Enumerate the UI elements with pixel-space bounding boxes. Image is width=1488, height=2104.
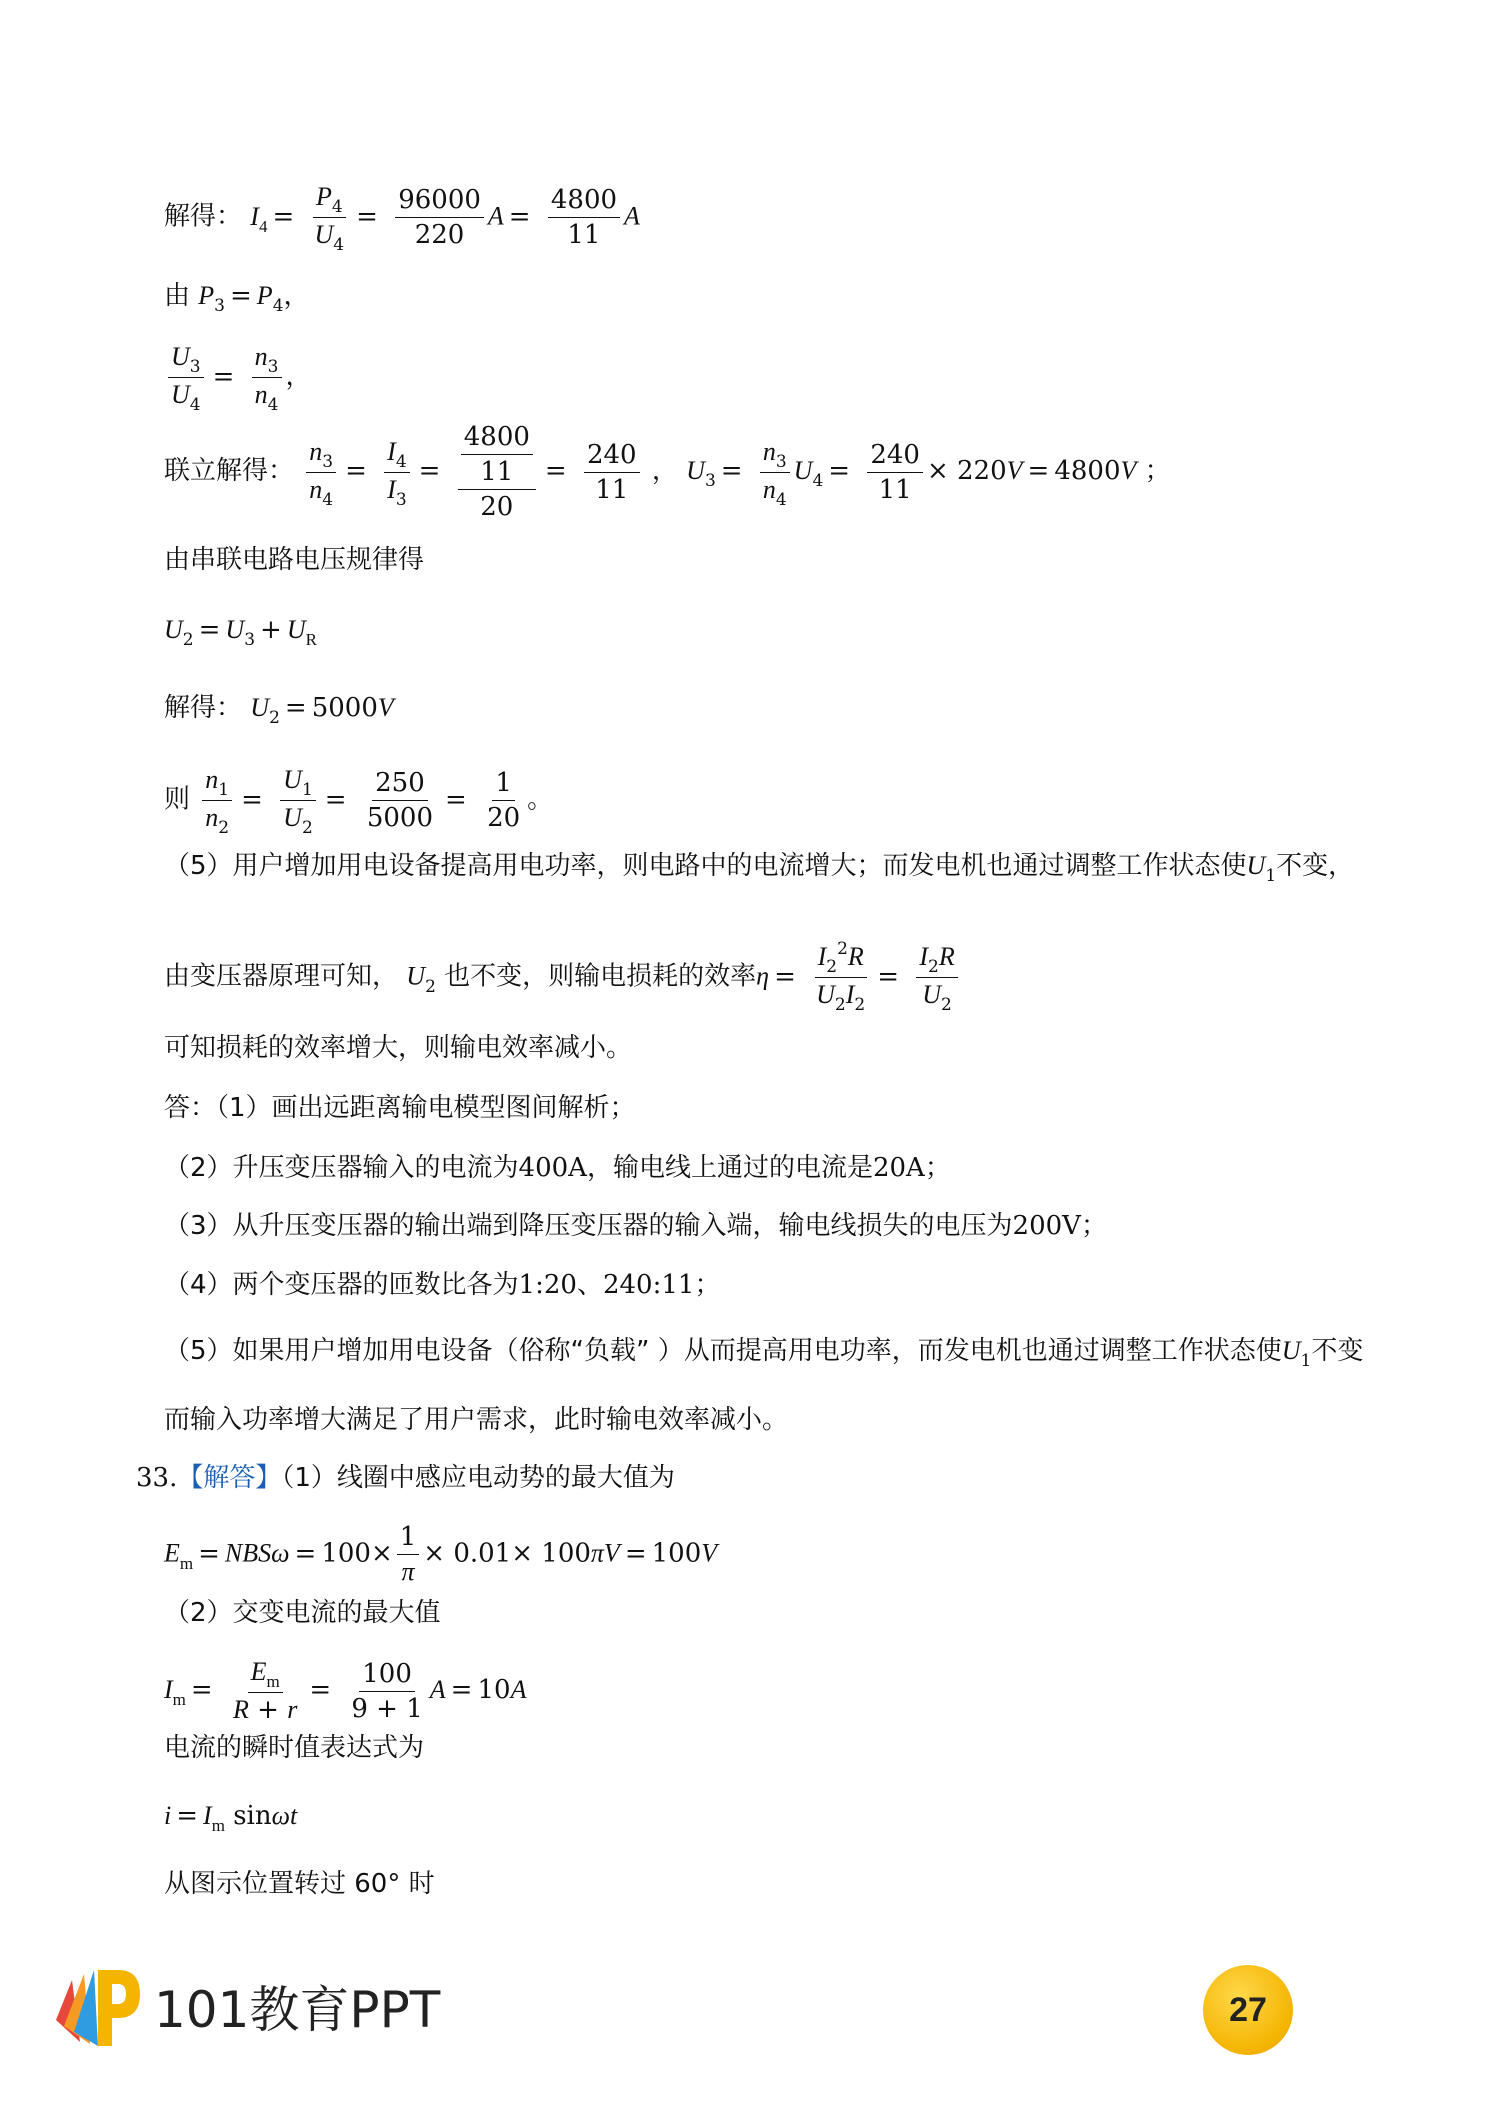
eq-loss-efficiency: 由变压器原理可知， $U_2$ 也不变，则输电损耗的效率η = $\frac{I_2^2R}{U_2I_2}$ = $\frac{I_2R}{U_2}$ xyxy=(164,940,962,1015)
text-rotate-60: 从图示位置转过 60° 时 xyxy=(164,1869,435,1899)
page-number-badge xyxy=(1203,1965,1293,2055)
eq-n1-n2: 则 $\frac{n_1}{n_2}$ = $\frac{U_1}{U_2}$ = $\frac{250}{5000}$ = $\frac{1}{20}$ 。 xyxy=(164,765,554,838)
text-part2: （2）交变电流的最大值 xyxy=(164,1598,441,1628)
text-answer-5-cont: 而输入功率增大满足了用户需求，此时输电效率减小。 xyxy=(164,1405,789,1435)
eq-i4: 解得： $I_4$ = $\frac{P_4}{U_4}$ = $\frac{96000}{220}$ A = $\frac{4800}{11}$ A xyxy=(164,182,640,255)
text-answer-1: 答：（1）画出远距离输电模型图间解析； xyxy=(164,1093,636,1123)
eq-u-n-ratio: $\frac{U_3}{U_4}$ = $\frac{n_3}{n_4}$ ， xyxy=(164,340,312,415)
text-answer-3: （3）从升压变压器的输出端到降压变压器的输入端，输电线损失的电压为200V； xyxy=(164,1211,1107,1241)
text-series-rule: 由串联电路电压规律得 xyxy=(164,545,425,575)
text-part5-a: （5）用户增加用电设备提高用电功率，则电路中的电流增大；而发电机也通过调整工作状态使$U_1$不变， xyxy=(164,851,1355,886)
text-answer-4: （4）两个变压器的匝数比各为1:20、240:11； xyxy=(164,1270,721,1300)
text-instant-expr: 电流的瞬时值表达式为 xyxy=(164,1733,425,1763)
eq-im: $I_m$ = $\frac{E_m}{R + r}$ = $\frac{100}{9 + 1}$ A = 10A xyxy=(164,1657,527,1725)
eq-joint-solve: 联立解得： $\frac{n_3}{n_4}$ = $\frac{I_4}{I_3}$ = $\frac{\frac{4800}{11}}{20}$ = $\frac{240}{11}$ ， $U_3$ = $\frac{n_3}{n_4}$ $U_4$ = $\frac{240}{11}$ × 220V = 4800V ； xyxy=(164,422,1171,522)
text-answer-2: （2）升压变压器输入的电流为400A，输电线上通过的电流是20A； xyxy=(164,1153,951,1183)
text-conclusion: 可知损耗的效率增大，则输电效率减小。 xyxy=(164,1033,633,1063)
text-answer-5: （5）如果用户增加用电设备（俗称“负载” ）从而提高用电功率，而发电机也通过调整工作状态使$U_1$不变 xyxy=(164,1336,1364,1371)
question-33-header: 33.【解答】（1）线圈中感应电动势的最大值为 xyxy=(136,1463,675,1493)
eq-instant: $i = I_m$ sinωt xyxy=(164,1801,298,1835)
eq-em: $E_m = NBS\omega = 100\times$ $\frac{1}{\pi}$ × 0.01× 100πV = 100V xyxy=(164,1522,718,1586)
eq-u2-value: 解得： $U_2 = 5000V$ xyxy=(164,693,394,728)
brand-logo-icon xyxy=(50,1960,142,2052)
eq-u2-sum: $U_2 = U_3 + U_R$ xyxy=(164,615,317,650)
eq-p3-p4: 由 $P_3 = P_4$， xyxy=(164,281,310,316)
page-number: 27 xyxy=(1229,1990,1267,2029)
brand-name: 101教育PPT xyxy=(154,1981,441,2039)
brand-logo xyxy=(50,1960,440,2052)
